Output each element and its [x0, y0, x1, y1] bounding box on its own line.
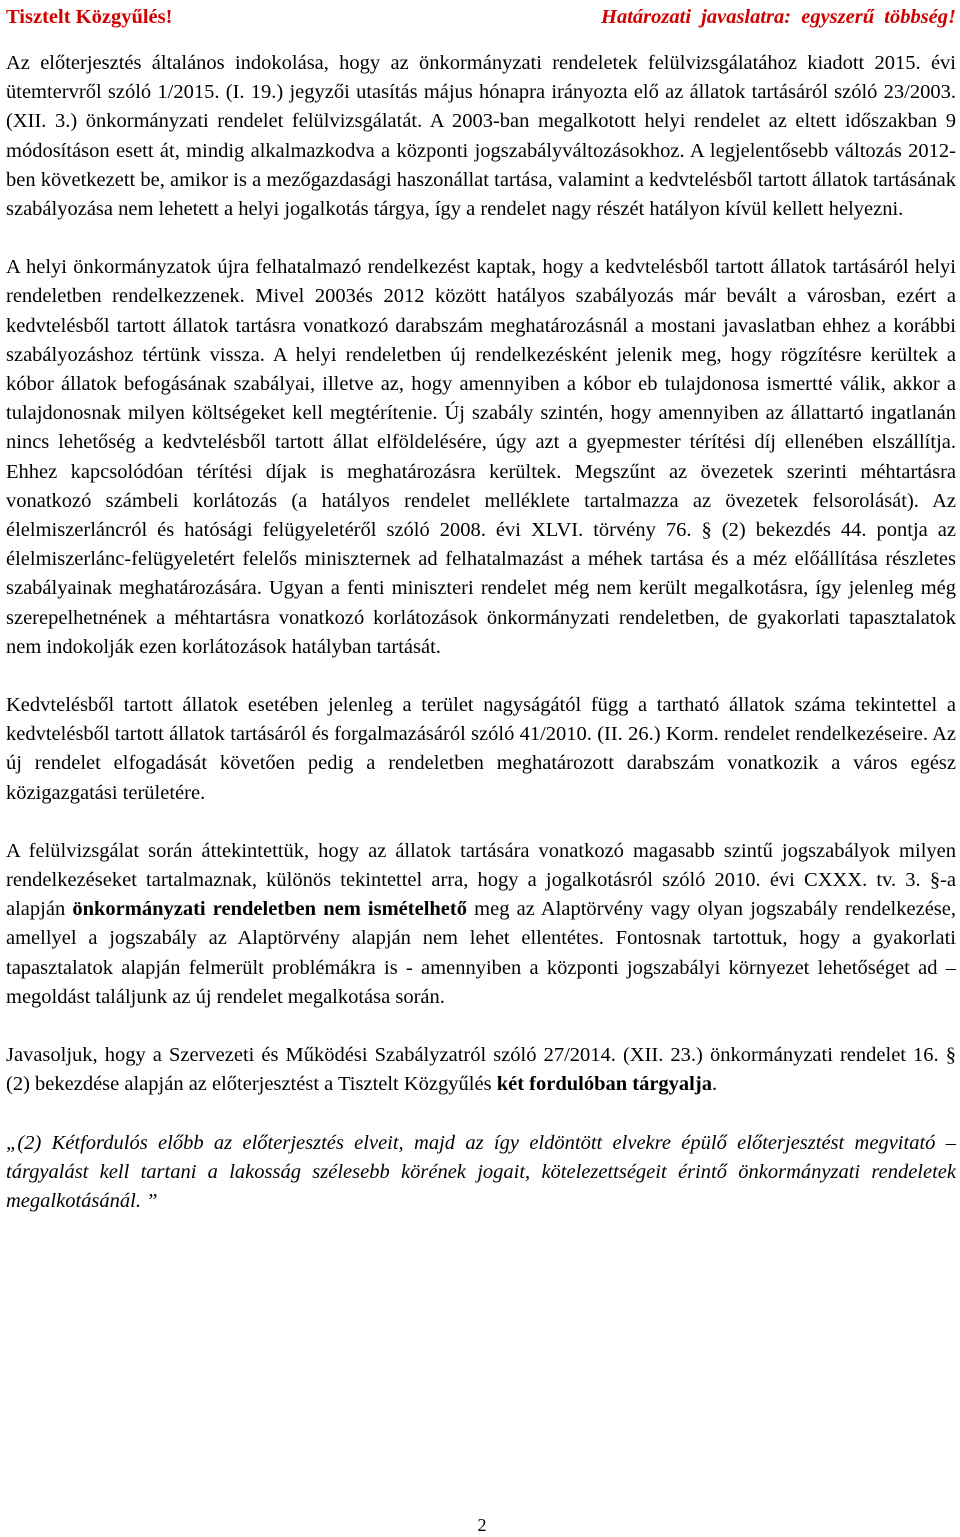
majority-requirement: Határozati javaslatra: egyszerű többség! — [601, 6, 956, 28]
spacer — [6, 224, 956, 253]
review-text-end: meg az Alaptörvény vagy olyan jogszabály rendelkezése, amellyel a jogszabály az Alaptörvény alapján nem lehet ellentétes. Fontosnak tartottuk, hogy a gyakorlati tapasztalatok alapján felmerült problémákra is - amennyiben a központi jogszabályi környezet lehetőséget ad – megoldást találjunk az új rendelet megalkotása során. — [6, 898, 956, 1008]
spacer — [6, 1100, 956, 1129]
addressee-heading: Tisztelt Közgyűlés! — [6, 6, 173, 28]
page-number: 2 — [477, 1515, 487, 1535]
paragraph-new-rules: A helyi önkormányzatok újra felhatalmazó rendelkezést kaptak, hogy a kedvtelésből tartott állatok tartásáról helyi rendeletben rendelkezzenek. Mivel 2003és 2012 között hatályos szabályozás már bevált a városban, ezért a kedvtelésből tartott állatok tartásra vonatkozó darabszám meghatározásnál a mostani javaslatban ehhez a korábbi szabályozáshoz tértünk vissza. A helyi rendeletben új rendelkezésként jelenik meg, hogy rögzítésre kerültek a kóbor állatok befogásának szabályai, illetve az, hogy amennyiben a kóbor eb tulajdonosa ismertté válik, akkor a tulajdonosnak milyen költségeket kell megtérítenie. Új szabály szintén, hogy amennyiben az állattartó ingatlanán nincs lehetőség a kedvtelésből tartott állat elföldelésére, úgy azt a gyepmester térítési díj ellenében elszállítja. Ehhez kapcsolódóan térítési díjak is meghatározásra kerültek. Megszűnt az övezetek szerinti méhtartásra vonatkozó számbeli korlátozás (a hatályos rendelet melléklete tartalmazza az övezetek felsorolását). Az élelmiszerláncról és hatósági felügyeletéről szóló 2008. évi XLVI. törvény 76. § (2) bekezdés 44. pontja az élelmiszerlánc-felügyeletért felelős miniszternek ad felhatalmazást a méhek tartása és a méz előállítása részletes szabályainak meghatározására. Ugyan a fenti miniszteri rendelet még nem került megalkotásra, így jelenleg még szerepelhetnének a méhtartásra vonatkozó korlátozások önkormányzati rendeletben, de gyakorlati tapasztalatok nem indokolják ezen korlátozások hatályban tartását. — [6, 256, 956, 658]
paragraph-review — [6, 837, 956, 1012]
paragraph-justification: Az előterjesztés általános indokolása, hogy az önkormányzati rendeletek felülvizsgálatához kiadott 2015. évi ütemtervről szóló 1/2015. (I. 19.) jegyzői utasítás május hónapra irányozta elő az állatok tartásáról szóló 23/2003. (XII. 3.) önkormányzati rendelet felülvizsgálatát. A 2003-ban megalkotott helyi rendelet az eltett időszakban 9 módosításon esett át, mindig alkalmazkodva a központi jogszabályváltozásokhoz. A legjelentősebb változás 2012-ben következett be, amikor is a mezőgazdasági haszonállat tartása, valamint a kedvtelésből tartott állatok tartásának szabályozása nem lehetett a helyi jogalkotás tárgya, így a rendelet nagy részét hatályon kívül kellett helyezni. — [6, 52, 956, 221]
spacer — [6, 1012, 956, 1041]
paragraph-proposal — [6, 1041, 956, 1099]
document-page — [6, 0, 956, 1216]
document-header — [6, 2, 956, 32]
spacer — [6, 808, 956, 837]
proposal-text-end: . — [711, 1073, 718, 1096]
review-emphasis: önkormányzati rendeletben nem ismételhető — [72, 898, 467, 921]
review-text-start: A felülvizsgálat során áttekintettük, hogy az állatok tartására vonatkozó magasabb szintű jogszabályok milyen rendelkezéseket tartalmaznak, különös tekintettel arra, hogy a jogalkotásról szóló 2010. évi CXXX. tv. 3. §-a alapján — [6, 839, 956, 921]
spacer — [6, 662, 956, 691]
quoted-rule: „(2) Kétfordulós előbb az előterjesztés elveit, majd az így eldöntött elvekre épülő előterjesztést megvitató – tárgyalást kell tartani a lakosság szélesebb körének jogait, kötelezettségeit érintő önkormányzati rendeletek megalkotásánál. ” — [6, 1131, 956, 1212]
proposal-emphasis: két fordulóban tárgyalja — [496, 1073, 712, 1096]
page-footer — [0, 1515, 960, 1535]
spacer — [6, 32, 956, 49]
paragraph-pet-limits: Kedvtelésből tartott állatok esetében jelenleg a terület nagyságától függ a tartható állatok száma tekintettel a kedvtelésből tartott állatok tartásáról és forgalmazásáról szóló 41/2010. (II. 26.) Korm. rendelet rendelkezéseire. Az új rendelet elfogadását követően pedig a rendeletben meghatározott darabszám vonatkozik a város egész közigazgatási területére. — [6, 694, 956, 804]
proposal-text-start: Javasoljuk, hogy a Szervezeti és Működési Szabályzatról szóló 27/2014. (XII. 23.) önkormányzati rendelet 16. § (2) bekezdése alapján az előterjesztést a Tisztelt Közgyűlés — [6, 1044, 956, 1096]
